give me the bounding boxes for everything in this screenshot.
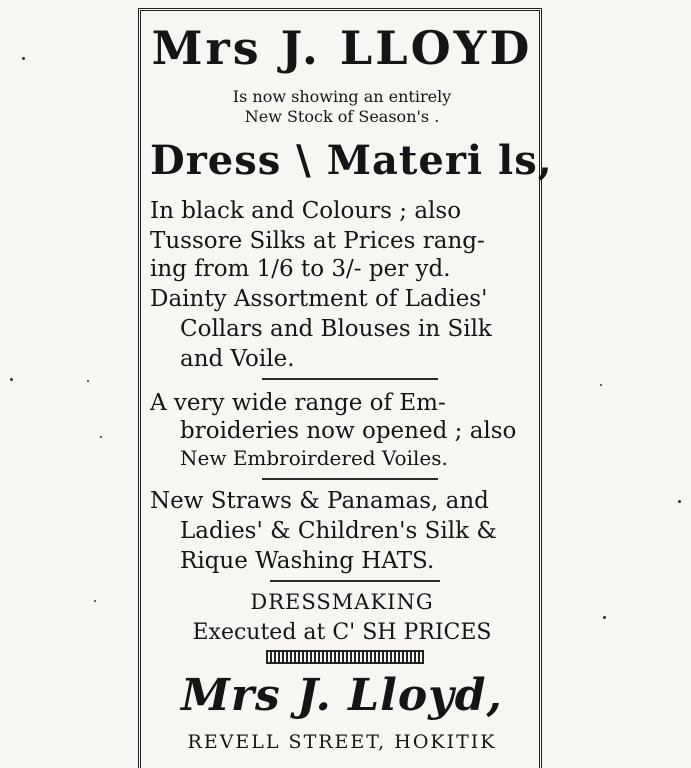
block1-line: ing from 1/6 to 3/- per yd. — [150, 256, 451, 282]
ornamental-rule — [266, 650, 424, 664]
address-line: REVELL STREET, HOKITIK — [187, 731, 497, 753]
dressmaking-heading: DRESSMAKING — [250, 590, 434, 614]
block2-line: A very wide range of Em- — [150, 390, 446, 416]
intro-line-1: Is now showing an entirely — [232, 87, 452, 106]
block2-line: broideries now opened ; also — [180, 418, 517, 444]
block3-line: Rique Washing HATS. — [180, 548, 435, 574]
block1-line: Dainty Assortment of Ladies' — [150, 286, 488, 312]
intro-line-2: New Stock of Season's . — [244, 107, 440, 126]
block1-line: and Voile. — [180, 346, 295, 372]
signature-name: Mrs J. Lloyd, — [181, 670, 503, 721]
block3-line: New Straws & Panamas, and — [150, 488, 489, 514]
block1-line: Collars and Blouses in Silk — [180, 316, 492, 342]
divider — [262, 378, 438, 380]
advertiser-heading: Mrs J. LLOYD — [151, 21, 533, 75]
divider — [270, 580, 440, 582]
block1-line: In black and Colours ; also — [150, 198, 462, 224]
cash-prices-line: Executed at C' SH PRICES — [192, 620, 492, 645]
block2-line: New Embroirdered Voiles. — [180, 446, 448, 470]
block3-line: Ladies' & Children's Silk & — [180, 518, 497, 544]
dress-materials-title: Dress \ Materi ls, — [150, 137, 553, 184]
divider — [262, 478, 438, 480]
block1-line: Tussore Silks at Prices rang- — [150, 228, 485, 254]
